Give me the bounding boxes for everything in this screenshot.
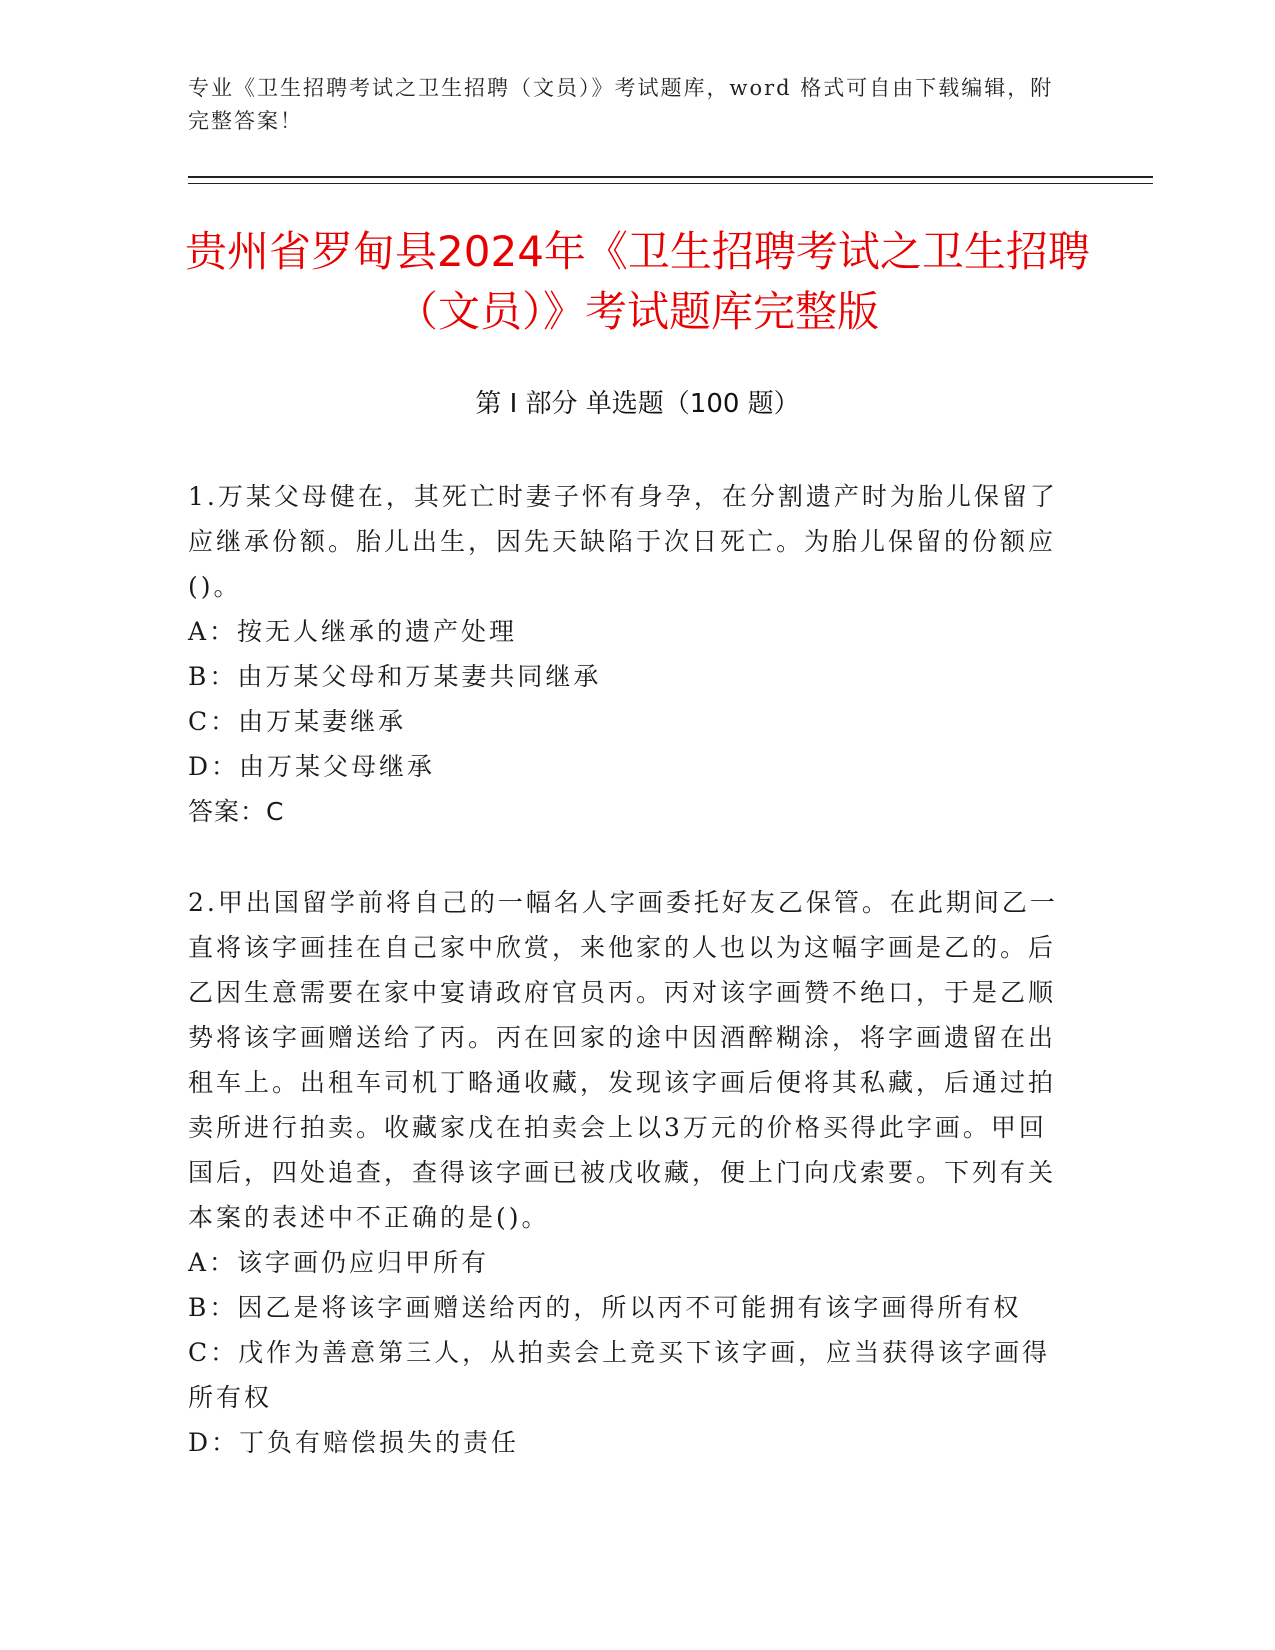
question-2 — [188, 880, 1068, 1465]
header-divider — [188, 176, 1153, 184]
option-c: C：由万某妻继承 — [188, 707, 407, 736]
document-title: 贵州省罗甸县2024年《卫生招聘考试之卫生招聘（文员）》考试题库完整版 — [185, 227, 1090, 336]
option-d: D：由万某父母继承 — [188, 752, 436, 781]
section-heading: 第 I 部分 单选题（100 题） — [475, 389, 800, 419]
option-a: A：按无人继承的遗产处理 — [188, 617, 518, 646]
option-d: D：丁负有赔偿损失的责任 — [188, 1428, 520, 1457]
question-stem: 1.万某父母健在，其死亡时妻子怀有身孕，在分割遗产时为胎儿保留了应继承份额。胎儿出生，因先天缺陷于次日死亡。为胎儿保留的份额应()。 — [188, 482, 1058, 601]
answer-line: 答案：C — [188, 797, 285, 826]
header-note: 专业《卫生招聘考试之卫生招聘（文员）》考试题库，word 格式可自由下载编辑，附完整答案！ — [188, 76, 1054, 133]
question-stem: 2.甲出国留学前将自己的一幅名人字画委托好友乙保管。在此期间乙一直将该字画挂在自己家中欣赏，来他家的人也以为这幅字画是乙的。后乙因生意需要在家中宴请政府官员丙。丙对该字画赞不绝口，于是乙顺势将该字画赠送给了丙。丙在回家的途中因酒醉糊涂，将字画遗留在出租车上。出租车司机丁略通收藏，发现该字画后便将其私藏，后通过拍卖所进行拍卖。收藏家戊在拍卖会上以3万元的价格买得此字画。甲回国后，四处追查，查得该字画已被戊收藏，便上门向戊索要。下列有关本案的表述中不正确的是()。 — [188, 888, 1058, 1232]
option-b: B：因乙是将该字画赠送给丙的，所以丙不可能拥有该字画得所有权 — [188, 1293, 1022, 1322]
option-c: C：戊作为善意第三人，从拍卖会上竞买下该字画，应当获得该字画得所有权 — [188, 1338, 1051, 1412]
question-1 — [188, 474, 1068, 834]
option-a: A：该字画仍应归甲所有 — [188, 1248, 490, 1277]
option-b: B：由万某父母和万某妻共同继承 — [188, 662, 602, 691]
